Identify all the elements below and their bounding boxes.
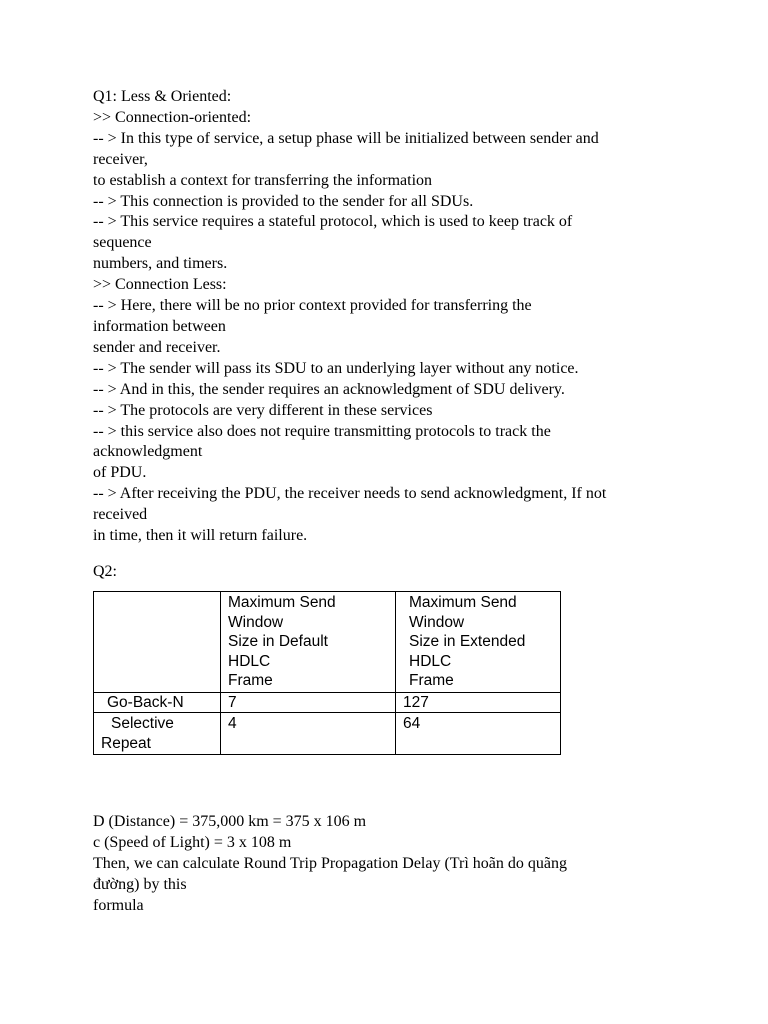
table-corner-cell [94, 592, 221, 693]
text-line: sender and receiver. [93, 338, 221, 356]
row-label-go-back-n: Go-Back-N [94, 692, 221, 713]
text-line: c (Speed of Light) = 3 x 108 m [93, 833, 292, 851]
text-line: information between [93, 317, 226, 335]
text-line: -- > In this type of service, a setup phase will be initialized between sender and [93, 129, 599, 147]
cell-default-value: 7 [221, 692, 396, 713]
text-line: receiver, [93, 150, 148, 168]
text-line: in time, then it will return failure. [93, 527, 308, 545]
text-line: -- > Here, there will be no prior context provided for transferring the [93, 297, 532, 315]
text-line: formula [93, 896, 144, 914]
text-line: -- > The sender will pass its SDU to an underlying layer without any notice. [93, 359, 579, 377]
text-line: numbers, and timers. [93, 255, 228, 273]
row-label-selective-repeat: Selective Repeat [94, 713, 221, 755]
hdlc-window-table [93, 591, 561, 755]
header-extended-hdlc: Maximum Send Window Size in Extended HDLC Frame [396, 592, 561, 693]
header-default-hdlc: Maximum Send Window Size in Default HDLC Frame [221, 592, 396, 693]
text-line: -- > The protocols are very different in these services [93, 401, 433, 419]
cell-extended-value: 127 [396, 692, 561, 713]
q1-section [93, 87, 684, 547]
q2-section [93, 562, 684, 583]
text-line: acknowledgment [93, 443, 203, 461]
text-line: -- > This service requires a stateful protocol, which is used to keep track of [93, 213, 573, 231]
q1-heading: Q1: Less & Oriented: [93, 88, 232, 105]
text-line: -- > This connection is provided to the sender for all SDUs. [93, 192, 474, 210]
text-line: to establish a context for transferring the information [93, 171, 433, 189]
table-row [94, 713, 561, 755]
text-line: >> Connection-oriented: [93, 108, 252, 126]
text-line: sequence [93, 234, 152, 252]
text-line: received [93, 506, 148, 524]
text-line: >> Connection Less: [93, 276, 227, 294]
table-header-row [94, 592, 561, 693]
table-row [94, 692, 561, 713]
text-line: đường) by this [93, 875, 187, 893]
calculation-section [93, 812, 684, 917]
text-line: Then, we can calculate Round Trip Propagation Delay (Trì hoãn do quãng [93, 854, 567, 872]
text-line: -- > And in this, the sender requires an acknowledgment of SDU delivery. [93, 380, 565, 398]
cell-default-value: 4 [221, 713, 396, 755]
q2-heading: Q2: [93, 563, 117, 580]
text-line: D (Distance) = 375,000 km = 375 x 106 m [93, 813, 367, 830]
text-line: -- > After receiving the PDU, the receiver needs to send acknowledgment, If not [93, 485, 607, 503]
cell-extended-value: 64 [396, 713, 561, 755]
text-line: of PDU. [93, 464, 147, 482]
text-line: -- > this service also does not require transmitting protocols to track the [93, 422, 551, 440]
